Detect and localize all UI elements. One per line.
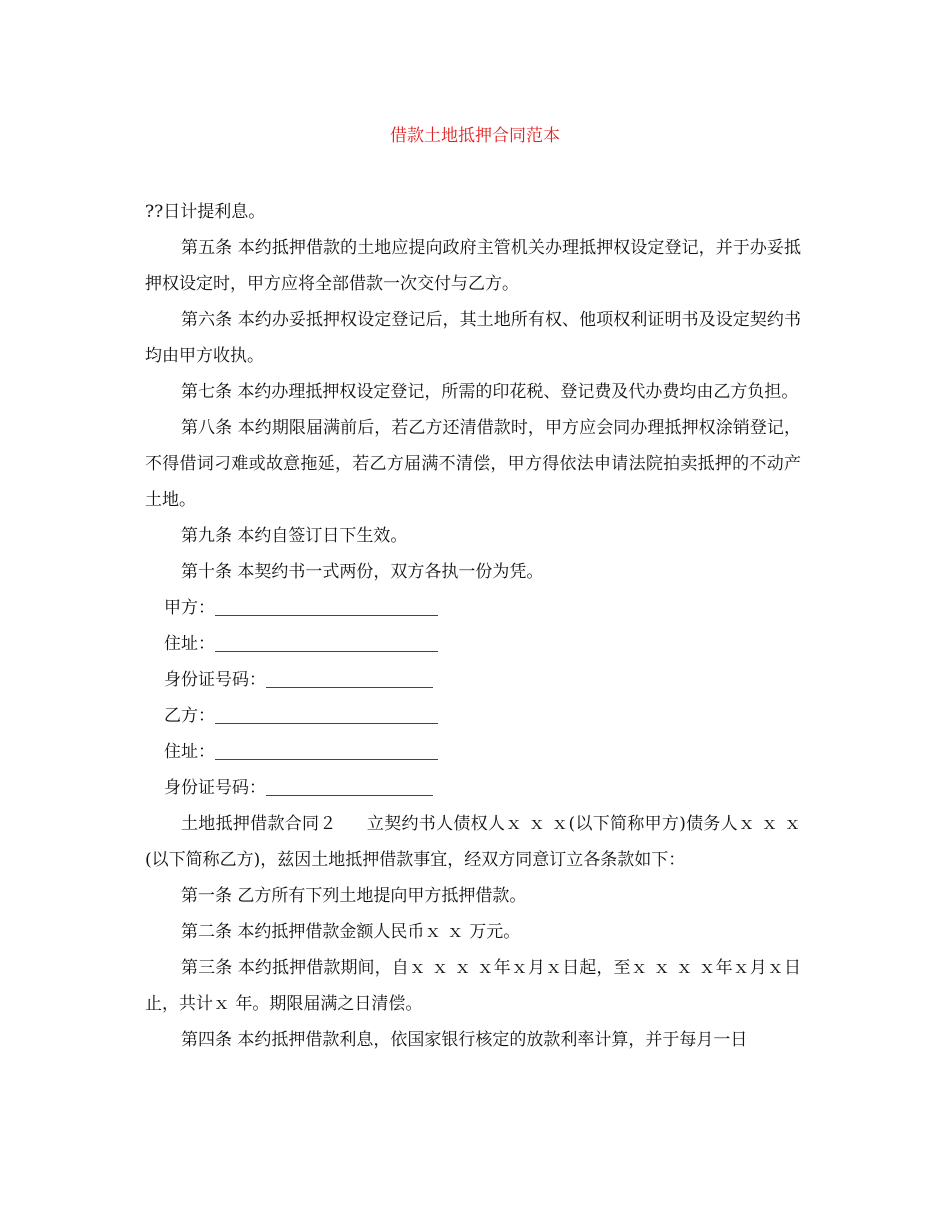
address-a-label: 住址：	[164, 634, 215, 654]
article-6: 第六条 本约办妥抵押权设定登记后，其土地所有权、他项权利证明书及设定契约书均由甲方收执。	[145, 310, 801, 366]
signature-party-b	[145, 698, 801, 734]
article-9: 第九条 本约自签订日下生效。	[181, 526, 408, 546]
article-10: 第十条 本契约书一式两份，双方各执一份为凭。	[181, 562, 544, 582]
signature-address-a	[145, 626, 801, 662]
article-7: 第七条 本约办理抵押权设定登记，所需的印花税、登记费及代办费均由乙方负担。	[181, 382, 799, 402]
id-a-label: 身份证号码：	[164, 670, 266, 690]
signature-id-a	[145, 662, 801, 698]
signature-party-a	[145, 590, 801, 626]
contract-2-article-4: 第四条 本约抵押借款利息，依国家银行核定的放款利率计算，并于每月一日	[181, 1030, 748, 1050]
party-a-label: 甲方：	[164, 598, 215, 618]
contract-2-preamble: 立契约书人债权人ｘ ｘ ｘ(以下简称甲方)债务人ｘ ｘ ｘ(以下简称乙方)，兹因土地抵押借款事宜，经双方同意订立各条款如下：	[145, 814, 801, 870]
address-b-label: 住址：	[164, 742, 215, 762]
address-b-blank-line	[215, 741, 438, 760]
party-b-blank-line	[215, 705, 438, 724]
document-body	[145, 194, 801, 1058]
article-8: 第八条 本约期限届满前后，若乙方还清借款时，甲方应会同办理抵押权涂销登记，不得借词刁难或故意拖延，若乙方届满不清偿，甲方得依法申请法院拍卖抵押的不动产土地。	[145, 418, 801, 510]
contract-2-heading: 土地抵押借款合同２	[181, 814, 337, 834]
party-b-label: 乙方：	[164, 706, 215, 726]
contract-2-article-2: 第二条 本约抵押借款金额人民币ｘ ｘ 万元。	[181, 922, 521, 942]
party-a-blank-line	[215, 597, 438, 616]
id-a-blank-line	[266, 669, 433, 688]
id-b-label: 身份证号码：	[164, 778, 266, 798]
signature-id-b	[145, 770, 801, 806]
article-5: 第五条 本约抵押借款的土地应提向政府主管机关办理抵押权设定登记，并于办妥抵押权设定时，甲方应将全部借款一次交付与乙方。	[145, 238, 801, 294]
document-title: 借款土地抵押合同范本	[390, 126, 560, 146]
address-a-blank-line	[215, 633, 438, 652]
contract-2-article-3: 第三条 本约抵押借款期间，自ｘ ｘ ｘ ｘ年ｘ月ｘ日起，至ｘ ｘ ｘ ｘ年ｘ月ｘ日止，共计ｘ 年。期限届满之日清偿。	[145, 958, 801, 1014]
paragraph-continuation: ??日计提利息。	[145, 202, 266, 222]
id-b-blank-line	[266, 777, 433, 796]
contract-2-article-1: 第一条 乙方所有下列土地提向甲方抵押借款。	[181, 886, 527, 906]
contract-2-intro	[145, 806, 801, 878]
signature-address-b	[145, 734, 801, 770]
